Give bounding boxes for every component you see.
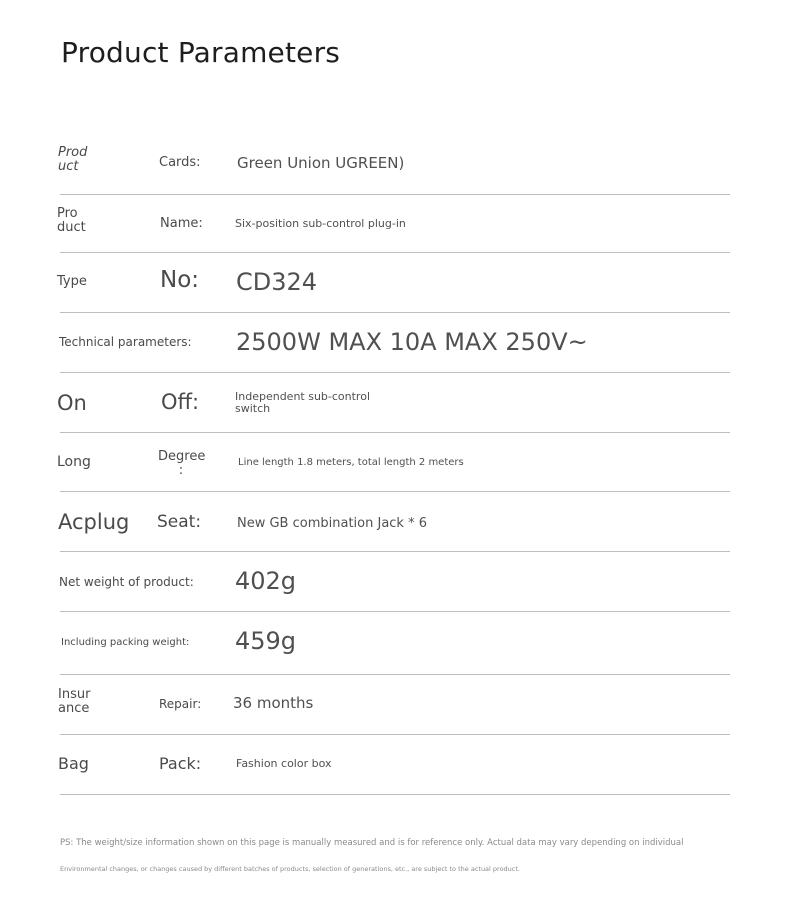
param-label: Including packing weight: — [61, 637, 190, 648]
param-sublabel: Seat: — [157, 512, 202, 532]
param-label: Technical parameters: — [59, 335, 192, 349]
param-value: CD324 — [236, 268, 318, 296]
param-value-line: switch — [235, 401, 271, 415]
param-sublabel: No: — [160, 267, 200, 293]
param-label: On — [57, 391, 87, 415]
param-value — [235, 391, 370, 414]
param-value: New GB combination Jack * 6 — [237, 516, 427, 531]
param-sublabel-line: : — [178, 463, 184, 479]
param-row-brand — [0, 136, 790, 196]
param-row-type — [0, 253, 790, 313]
param-label: Long — [57, 454, 91, 470]
param-row-net-weight — [0, 552, 790, 612]
param-sublabel — [158, 450, 204, 479]
param-label: Bag — [58, 754, 89, 773]
param-value: Fashion color box — [236, 757, 332, 770]
param-row-switch — [0, 373, 790, 433]
param-sublabel: Repair: — [159, 697, 202, 711]
param-value: Six-position sub-control plug-in — [235, 217, 406, 230]
param-value: 36 months — [233, 694, 314, 712]
param-label — [57, 207, 86, 236]
param-label: Net weight of product: — [59, 575, 194, 589]
param-sublabel: Pack: — [159, 754, 202, 773]
param-sublabel: Name: — [160, 216, 203, 231]
param-label: Acplug — [58, 510, 130, 534]
param-row-packaging — [0, 735, 790, 796]
param-sublabel: Cards: — [159, 155, 201, 170]
param-label-line: duct — [57, 220, 86, 236]
param-value-line: Independent sub-control — [235, 390, 371, 403]
param-label — [58, 688, 90, 717]
param-label-line: Prod — [58, 145, 88, 160]
param-row-gross-weight — [0, 612, 790, 675]
row-divider — [60, 794, 730, 795]
param-value: 2500W MAX 10A MAX 250V~ — [236, 328, 588, 356]
param-value: 459g — [235, 627, 297, 655]
param-label-line: uct — [58, 159, 79, 175]
param-value: 402g — [235, 567, 297, 595]
param-row-technical — [0, 313, 790, 373]
param-row-name — [0, 195, 790, 255]
param-label: Type — [57, 274, 87, 289]
param-row-socket — [0, 492, 790, 552]
page-title: Product Parameters — [61, 36, 341, 69]
param-value: Green Union UGREEN) — [237, 154, 405, 172]
param-row-length — [0, 433, 790, 493]
param-value: Line length 1.8 meters, total length 2 meters — [238, 457, 464, 468]
footnote-line-2: Environmental changes, or changes caused by different batches of products, selection of generations, etc., are subject to the actual product. — [60, 865, 520, 873]
param-sublabel-line: Degree — [158, 449, 206, 464]
param-label — [58, 146, 87, 175]
param-sublabel: Off: — [161, 390, 200, 414]
param-label-line: Insur — [58, 687, 91, 702]
param-label-line: Pro — [57, 206, 78, 221]
footnote-line-1: PS: The weight/size information shown on this page is manually measured and is for reference only. Actual data may vary depending on individual — [60, 838, 684, 848]
param-label-line: ance — [58, 701, 90, 717]
param-row-warranty — [0, 675, 790, 735]
